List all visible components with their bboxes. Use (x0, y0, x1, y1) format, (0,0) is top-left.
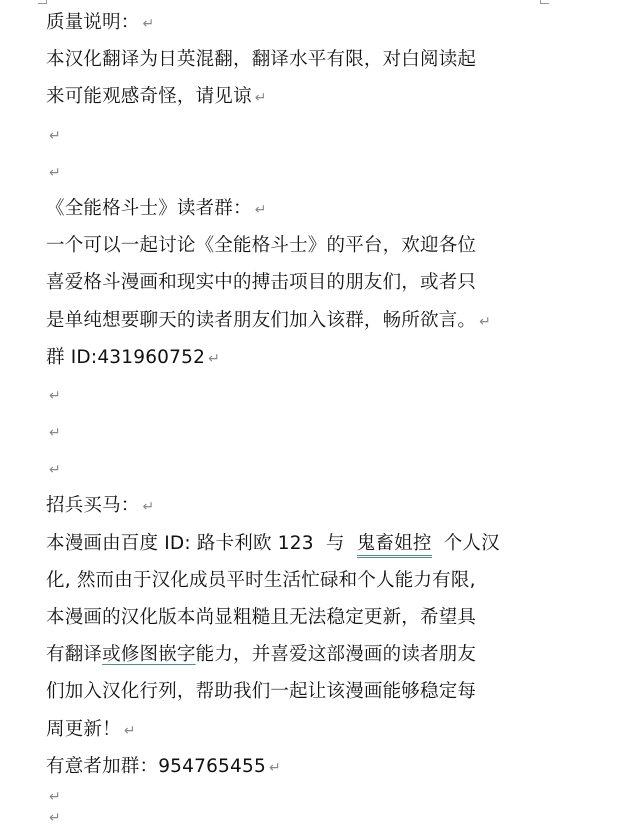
quality-line: 来可能观感奇怪，请见谅 ↵ (46, 86, 267, 108)
paragraph-mark-icon: ↵ (142, 16, 155, 32)
empty-paragraph (46, 116, 566, 153)
join-group: 有意者加群：954765455 ↵ (46, 755, 281, 777)
paragraph-mark-icon: ↵ (254, 90, 267, 107)
document-page (46, 4, 566, 827)
readers-line: 是单纯想要聊天的读者朋友们加入该群，畅所欲言。 ↵ (46, 309, 492, 331)
group-id: 群 ID:431960752 ↵ (46, 346, 220, 368)
recruit-line: 周更新！ ↵ (46, 718, 136, 740)
recruit-line: 本漫画的汉化版本尚显粗糙且无法稳定更新，希望具 (46, 607, 477, 628)
paragraph-mark-icon: ↵ (49, 809, 61, 826)
paragraph-mark-icon: ↵ (123, 722, 136, 739)
quality-line: 本汉化翻译为日英混翻，翻译水平有限，对白阅读起 (46, 49, 477, 71)
recruit-line: 们加入汉化行列，帮助我们一起让该漫画能够稳定每 (46, 681, 477, 703)
recruit-heading: 招兵买马： ↵ (46, 495, 155, 517)
recruit-line: 本漫画由百度 ID: 路卡利欧 123 与 鬼畜姐控 个人汉 (46, 525, 566, 562)
paragraph-mark-icon: ↵ (49, 425, 61, 442)
translator-name: 鬼畜姐控 (357, 533, 432, 558)
empty-paragraph (46, 785, 566, 806)
readers-heading: 《全能格斗士》读者群： ↵ (46, 197, 267, 219)
readers-line: 一个可以一起讨论《全能格斗士》的平台，欢迎各位 (46, 235, 477, 257)
empty-paragraph (46, 376, 566, 413)
empty-paragraph (46, 413, 566, 450)
paragraph-mark-icon: ↵ (142, 499, 155, 516)
paragraph-mark-icon: ↵ (49, 788, 61, 805)
paragraph-mark-icon: ↵ (49, 387, 61, 404)
paragraph-mark-icon: ↵ (49, 127, 61, 144)
empty-paragraph (46, 450, 566, 487)
quality-heading: 质量说明： ↵ (46, 12, 155, 33)
recruit-line: 化, 然而由于汉化成员平时生活忙碌和个人能力有限, (46, 569, 476, 591)
paragraph-mark-icon: ↵ (254, 201, 267, 218)
paragraph-mark-icon: ↵ (479, 313, 492, 330)
recruit-line: 有翻译或修图嵌字能力，并喜爱这部漫画的读者朋友 (46, 644, 477, 666)
underlined-skills: 或修图嵌字 (102, 644, 196, 666)
paragraph-mark-icon: ↵ (208, 350, 220, 367)
empty-paragraph (46, 153, 566, 190)
empty-paragraph (46, 806, 566, 827)
readers-line: 喜爱格斗漫画和现实中的搏击项目的朋友们，或者只 (46, 272, 477, 294)
paragraph-mark-icon: ↵ (49, 164, 61, 181)
paragraph-mark-icon: ↵ (49, 462, 61, 479)
paragraph-mark-icon: ↵ (268, 759, 281, 776)
